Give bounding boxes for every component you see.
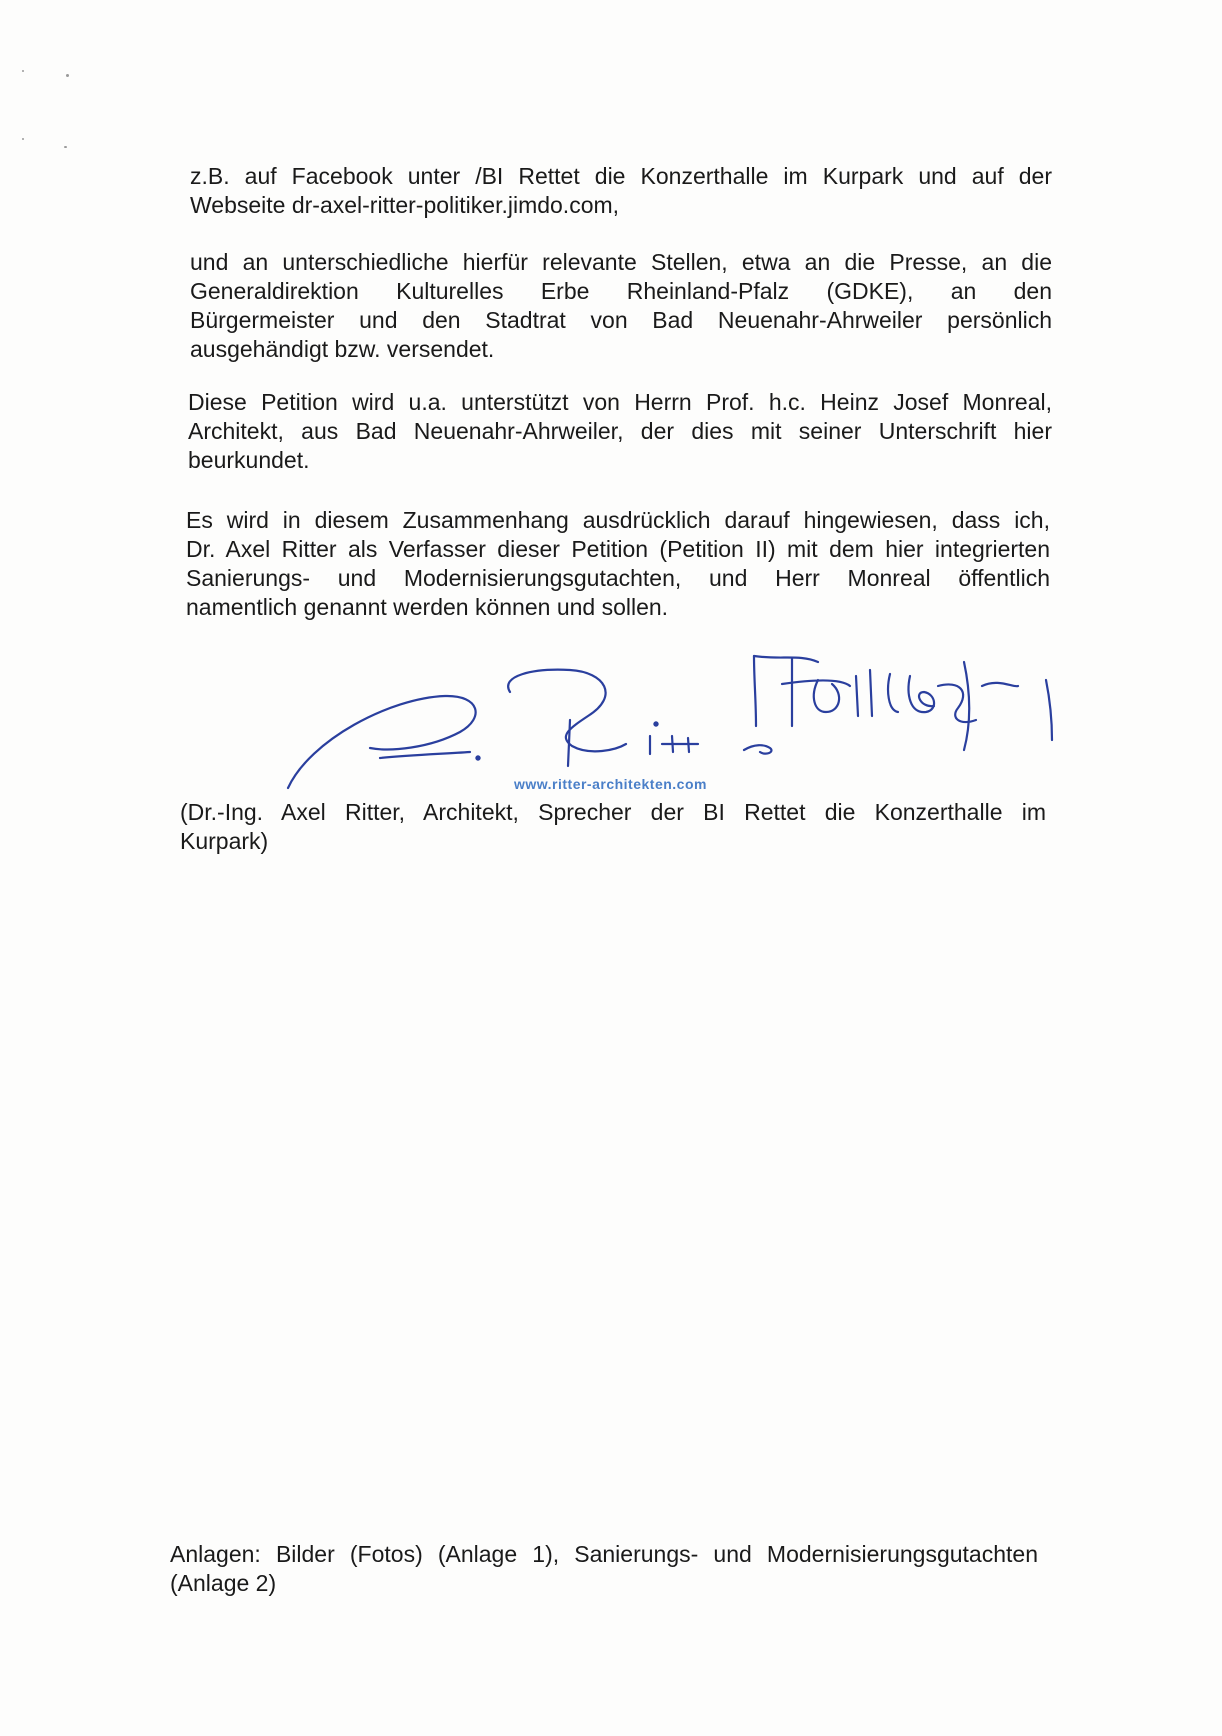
text-line: beurkundet. xyxy=(188,447,310,473)
text-line: Sanierungs- und Modernisierungsgutachten, und Herr Monreal öffentlich xyxy=(186,565,1050,591)
architect-stamp: www.ritter-architekten.com xyxy=(514,776,707,792)
text-line: Architekt, aus Bad Neuenahr-Ahrweiler, der dies mit seiner Unterschrift hier xyxy=(188,418,1052,444)
scan-speck xyxy=(66,74,69,77)
text-line: Generaldirektion Kulturelles Erbe Rheinland-Pfalz (GDKE), an den xyxy=(190,278,1052,304)
scan-speck xyxy=(64,146,67,148)
paragraph-naming-notice xyxy=(186,506,1050,622)
scan-speck xyxy=(22,138,24,140)
text-line: Bürgermeister und den Stadtrat von Bad Neuenahr-Ahrweiler persönlich xyxy=(190,307,1052,333)
signature-caption xyxy=(180,798,1046,856)
text-line: Webseite dr-axel-ritter-politiker.jimdo.com, xyxy=(190,192,620,218)
text-line: Kurpark) xyxy=(180,828,269,854)
paragraph-distribution xyxy=(190,248,1052,364)
paragraph-publication xyxy=(190,162,1052,220)
text-line: ausgehändigt bzw. versendet. xyxy=(190,336,495,362)
text-line: Dr. Axel Ritter als Verfasser dieser Petition (Petition II) mit dem hier integrierten xyxy=(186,536,1050,562)
paragraph-support xyxy=(188,388,1052,475)
attachments-note xyxy=(170,1540,1038,1598)
text-line: Diese Petition wird u.a. unterstützt von Herrn Prof. h.c. Heinz Josef Monreal, xyxy=(188,389,1052,415)
scan-speck xyxy=(22,70,24,72)
text-line: z.B. auf Facebook unter /BI Rettet die Konzerthalle im Kurpark und auf der xyxy=(190,163,1052,189)
text-line: (Anlage 2) xyxy=(170,1570,277,1596)
text-line: Anlagen: Bilder (Fotos) (Anlage 1), Sanierungs- und Modernisierungsgutachten xyxy=(170,1541,1038,1567)
text-line: (Dr.-Ing. Axel Ritter, Architekt, Sprecher der BI Rettet die Konzerthalle im xyxy=(180,799,1046,825)
text-line: Es wird in diesem Zusammenhang ausdrücklich darauf hingewiesen, dass ich, xyxy=(186,507,1050,533)
text-line: namentlich genannt werden können und sollen. xyxy=(186,594,669,620)
text-line: und an unterschiedliche hierfür relevante Stellen, etwa an die Presse, an die xyxy=(190,249,1052,275)
